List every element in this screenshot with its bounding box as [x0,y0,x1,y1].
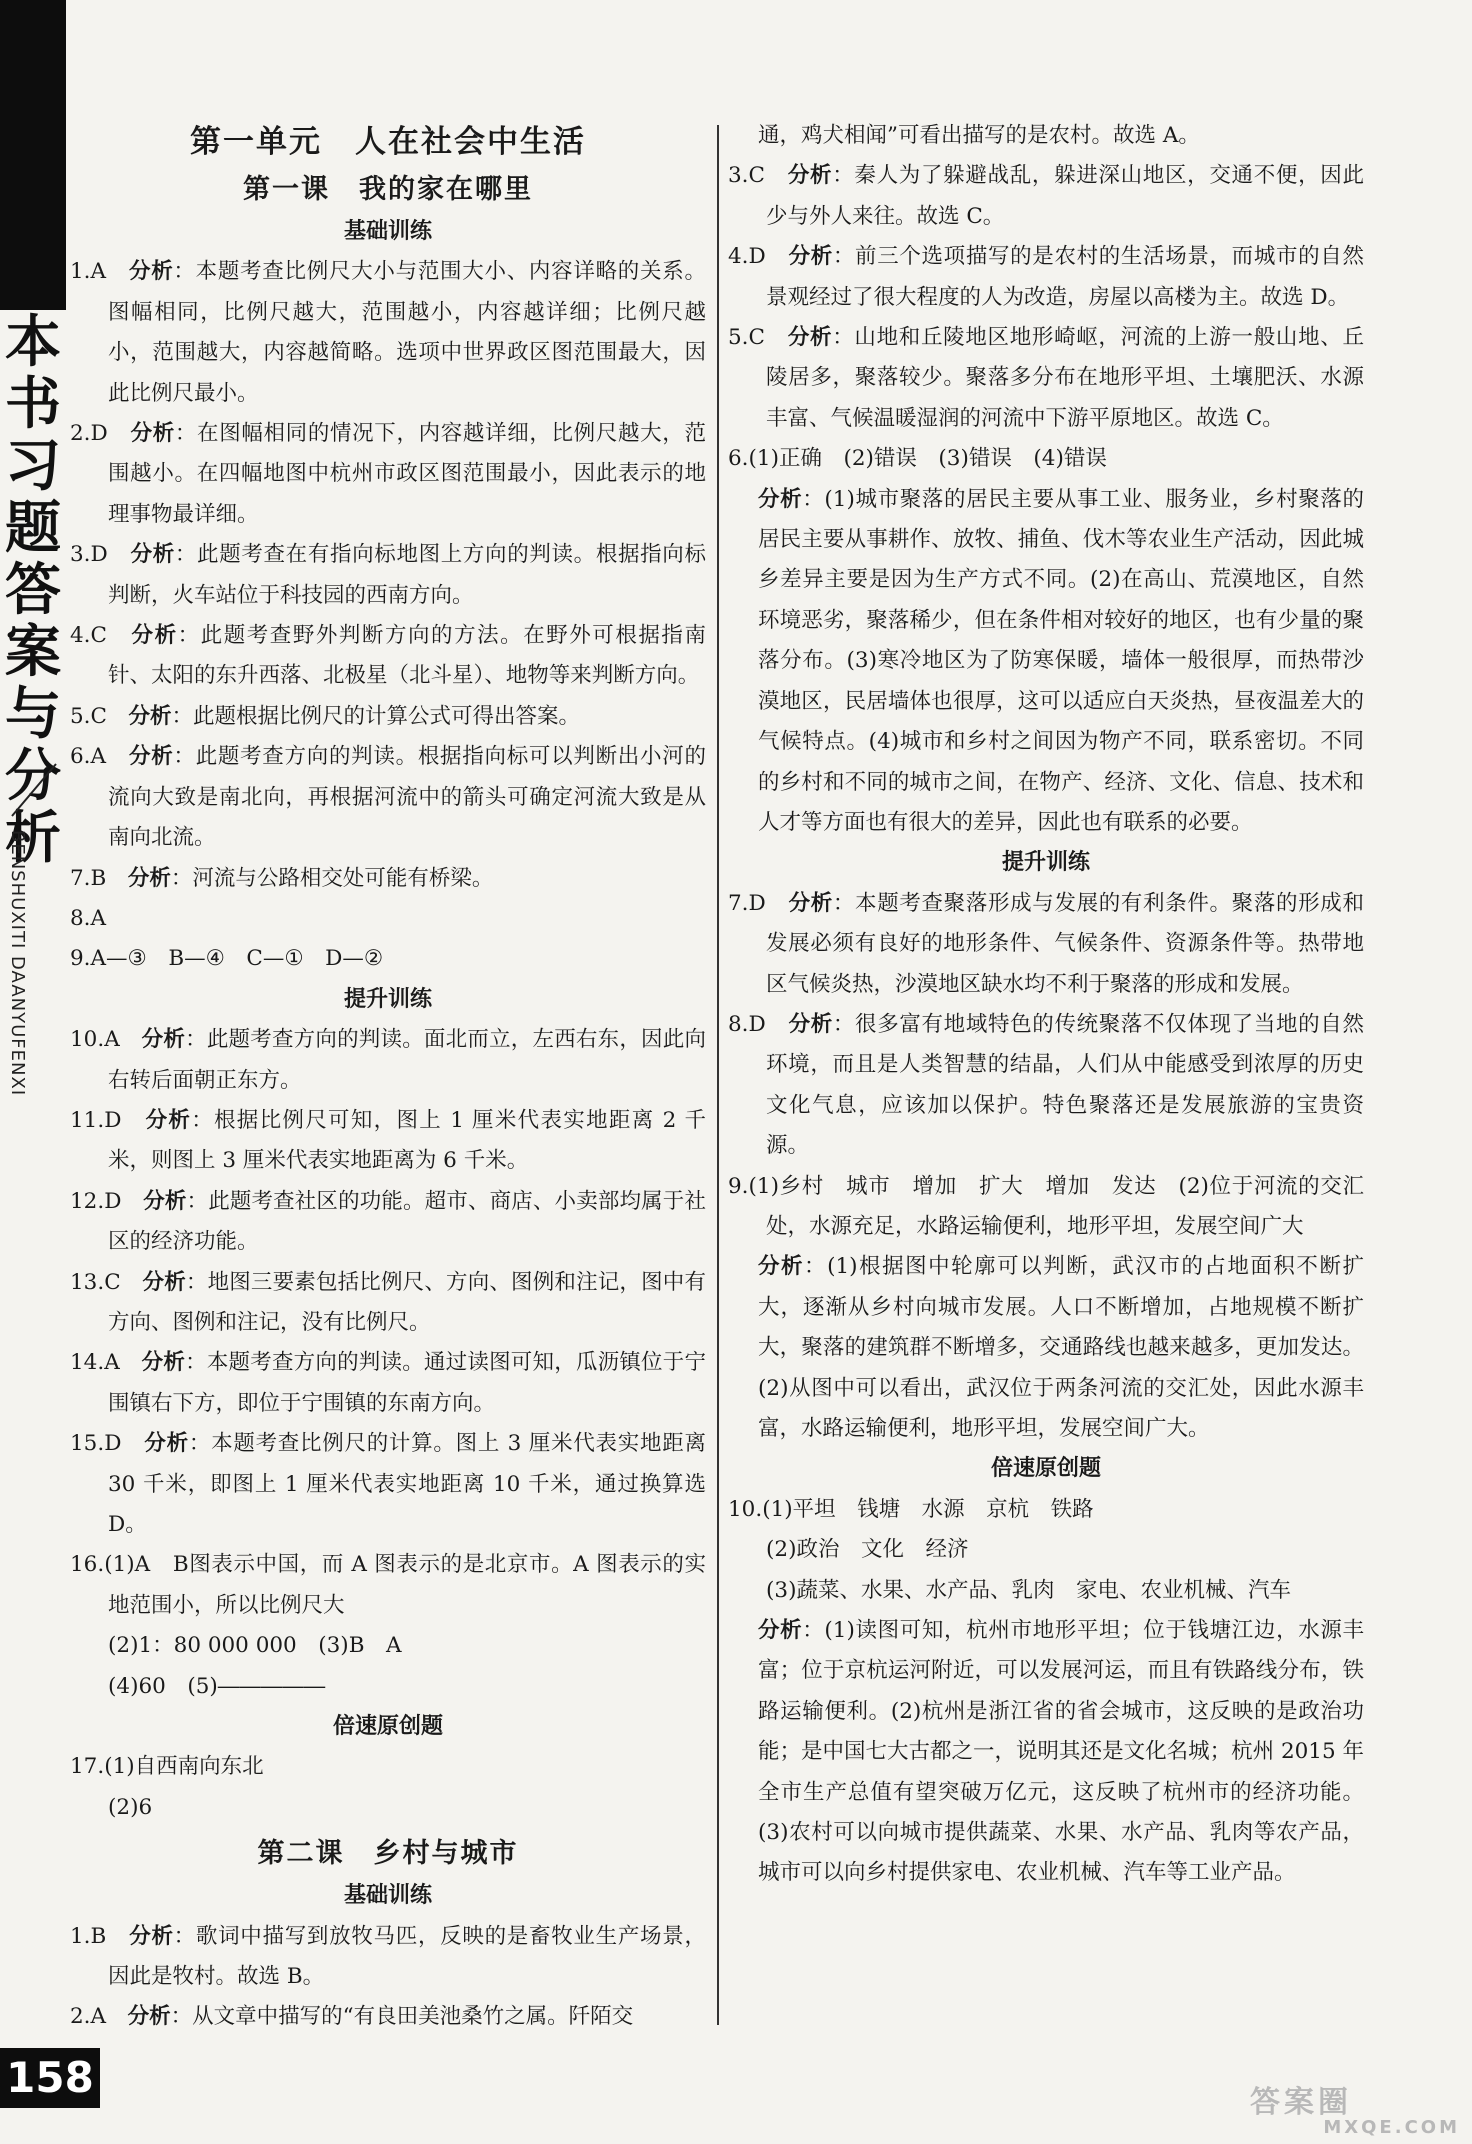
answer-item: 7.B 分析：河流与公路相交处可能有桥梁。 [70,865,494,891]
answer-item: 14.A 分析：本题考查方向的判读。通过读图可知，瓜沥镇位于宁围镇右下方，即位于宁围镇的东南方向。 [70,1350,706,1416]
analysis-text: 此题考查社区的功能。超市、商店、小卖部均属于社区的经济功能。 [108,1188,706,1255]
analysis-label: 分析 [127,865,171,891]
lesson-title: 第一课 我的家在哪里 [243,174,533,205]
answer-number: 4.C [70,623,107,649]
analysis-text: 歌词中描写到放牧马匹，反映的是畜牧业生产场景，因此是牧村。故选 B。 [108,1923,706,1990]
analysis-text: 前三个选项描写的是农村的生活场景，而城市的自然景观经过了很大程度的人为改造，房屋以高楼为主。故选 D。 [766,244,1364,310]
analysis-text: 此题根据比例尺的计算公式可得出答案。 [193,703,581,729]
sidebar-title-char: 习 [5,434,61,499]
answer-item: 4.C 分析：此题考查野外判断方向的方法。在野外可根据指南针、太阳的东升西落、北极星（北斗星）、地物等来判断方向。 [70,623,706,689]
answer-number: 7.B [70,865,107,891]
answer-item: 1.A 分析：本题考查比例尺大小与范围大小、内容详略的关系。图幅相同，比例尺越大，范围越小，内容越详细；比例尺越小，范围越大，内容越简略。选项中世界政区图范围最大，因此比例尺最小。 [70,259,706,406]
analysis-text: 根据比例尺可知，图上 1 厘米代表实地距离 2 千米，则图上 3 厘米代表实地距离为 6 千米。 [108,1107,706,1174]
analysis-text: 河流与公路相交处可能有桥梁。 [192,865,494,891]
section-title: 倍速原创题 [332,1714,443,1740]
answer-item: 10.(1)平坦 钱塘 水源 京杭 铁路 [728,1496,1094,1522]
section-title: 提升训练 [1001,850,1090,876]
answer-item: 2.D 分析：在图幅相同的情况下，内容越详细，比例尺越大，范围越小。在四幅地图中杭州市政区图范围最小，因此表示的地理事物最详细。 [70,421,706,527]
answer-number: 12.D [70,1188,122,1214]
analysis-label: 分析 [141,1027,186,1053]
answer-item: 3.D 分析：此题考查在有指向标地图上方向的判读。根据指向标判断，火车站位于科技园的西南方向。 [70,542,706,608]
analysis-label: 分析 [131,623,178,649]
answer-list-basic2 [70,1917,706,2038]
answer-continuation: 通，鸡犬相闻”可看出描写的是农村。故选 A。 [758,123,1200,148]
answer-number: 4.D [728,244,766,270]
analysis-label: 分析 [145,1107,192,1133]
answer-analysis: 分析：(1)根据图中轮廓可以判断，武汉市的占地面积不断扩大，逐渐从乡村向城市发展。人口不断增加，占地规模不断扩大，聚落的建筑群不断增多，交通路线也越来越多，更加发达。(2)从图中可以看出，武汉位于两条河流的交汇处，因此水源丰富，水路运输便利，地形平坦，发展空间广大。 [758,1254,1364,1441]
answer-number: 6.A [70,744,107,770]
sidebar-title-char: 本 [5,310,61,375]
analysis-label: 分析 [130,421,175,447]
answer-item: 13.C 分析：地图三要素包括比例尺、方向、图例和注记，图中有方向、图例和注记，没有比例尺。 [70,1269,706,1335]
sidebar-title-char: 答 [5,558,61,623]
answer-item: 11.D 分析：根据比例尺可知，图上 1 厘米代表实地距离 2 千米，则图上 3 厘米代表实地距离为 6 千米。 [70,1107,706,1174]
answer-list-improve [70,1020,706,1626]
answer-item: 15.D 分析：本题考查比例尺的计算。图上 3 厘米代表实地距离 30 千米，即图上 1 厘米代表实地距离 10 千米，通过换算选 D。 [70,1431,706,1537]
answer-item: 2.A 分析：从文章中描写的“有良田美池桑竹之属。阡陌交 [70,2004,634,2030]
analysis-label: 分析 [788,244,833,270]
answer-list-basic [70,252,706,979]
answer-item: 10.A 分析：此题考查方向的判读。面北而立，左西右东，因此向右转后面朝正东方。 [70,1027,706,1093]
answer-continuation: (2)政治 文化 经济 [766,1537,969,1563]
sidebar-title-char: 案 [5,620,61,685]
answer-item: 4.D 分析：前三个选项描写的是农村的生活场景，而城市的自然景观经过了很大程度的人为改造，房屋以高楼为主。故选 D。 [728,244,1364,310]
analysis-text: 本题考查聚落形成与发展的有利条件。聚落的形成和发展必须有良好的地形条件、气候条件、资源条件等。热带地区气候炎热，沙漠地区缺水均不利于聚落的形成和发展。 [766,890,1364,997]
analysis-label: 分析 [758,1618,803,1644]
analysis-text: 本题考查比例尺大小与范围大小、内容详略的关系。图幅相同，比例尺越大，范围越小，内容越详细；比例尺越小，范围越大，内容越简略。选项中世界政区图范围最大，因此比例尺最小。 [108,259,706,406]
answer-item [70,899,706,939]
analysis-label: 分析 [787,325,833,351]
answer-item: 3.C 分析：秦人为了躲避战乱，躲进深山地区，交通不便，因此少与外人来往。故选 C。 [728,163,1364,229]
analysis-text: (1)根据图中轮廓可以判断，武汉市的占地面积不断扩大，逐渐从乡村向城市发展。人口不断增加，占地规模不断扩大，聚落的建筑群不断增多，交通路线也越来越多，更加发达。(2)从图中可以看出，武汉位于两条河流的交汇处，因此水源丰富，水路运输便利，地形平坦，发展空间广大。 [758,1254,1364,1441]
answer-number: 2.A [70,2004,107,2030]
analysis-text: 本题考查比例尺的计算。图上 3 厘米代表实地距离 30 千米，即图上 1 厘米代表实地距离 10 千米，通过换算选 D。 [108,1431,706,1537]
answer-number: 11.D [70,1107,122,1133]
analysis-label: 分析 [758,486,803,512]
answer-item: 6.A 分析：此题考查方向的判读。根据指向标可以判断出小河的流向大致是南北向，再根据河流中的箭头可确定河流大致是从南向北流。 [70,744,706,851]
answer-number: 5.C [70,703,107,729]
analysis-text: 在图幅相同的情况下，内容越详细，比例尺越大，范围越小。在四幅地图中杭州市政区图范围最小，因此表示的地理事物最详细。 [108,421,706,527]
answer-continuation: (2)1：80 000 000 (3)B A [108,1633,402,1659]
answer-number: 14.A [70,1350,120,1376]
analysis-text: (1)读图可知，杭州市地形平坦；位于钱塘江边，水源丰富；位于京杭运河附近，可以发展河运，而且有铁路线分布，铁路运输便利。(2)杭州是浙江省的省会城市，这反映的是政治功能；是中国七大古都之一，说明其还是文化名城；杭州 2015 年全市生产总值有望突破万亿元，这反映了杭州市的经济功能。(3)农村可以向城市提供蔬菜、水果、水产品、乳肉等农产品，城市可以向乡村提供家电、农业机械、汽车等工业产品。 [758,1618,1364,1886]
analysis-label: 分析 [758,1254,805,1280]
analysis-text: 地图三要素包括比例尺、方向、图例和注记，图中有方向、图例和注记，没有比例尺。 [108,1269,706,1335]
analysis-label: 分析 [129,1923,174,1949]
answer-continuation: (3)蔬菜、水果、水产品、乳肉 家电、农业机械、汽车 [766,1577,1291,1603]
answer-number: 9.A—③ B—④ C—① D—② [70,946,384,972]
answer-list-b [728,884,1364,1167]
answer-analysis: 分析：(1)城市聚落的居民主要从事工业、服务业，乡村聚落的居民主要从事耕作、放牧、捕鱼、伐木等农业生产活动，因此城乡差异主要是因为生产方式不同。(2)在高山、荒漠地区，自然环境恶劣，聚落稀少，但在条件相对较好的地区，也有少量的聚落分布。(3)寒冷地区为了防寒保暖，墙体一般很厚，而热带沙漠地区，民居墙体也很厚，这可以适应白天炎热，昼夜温差大的气候特点。(4)城市和乡村之间因为物产不同，联系密切。不同的乡村和不同的城市之间，在物产、经济、文化、信息、技术和人才等方面也有很大的差异，因此也有联系的必要。 [758,486,1364,835]
analysis-text: 此题考查野外判断方向的方法。在野外可根据指南针、太阳的东升西落、北极星（北斗星）、地物等来判断方向。 [108,623,706,689]
answer-item [70,1545,706,1626]
analysis-label: 分析 [143,1188,187,1214]
answer-item: 6.(1)正确 (2)错误 (3)错误 (4)错误 [728,446,1107,472]
answer-analysis: 分析：(1)读图可知，杭州市地形平坦；位于钱塘江边，水源丰富；位于京杭运河附近，可以发展河运，而且有铁路线分布，铁路运输便利。(2)杭州是浙江省的省会城市，这反映的是政治功能；是中国七大古都之一，说明其还是文化名城；杭州 2015 年全市生产总值有望突破万亿元，这反映了杭州市的经济功能。(3)农村可以向城市提供蔬菜、水果、水产品、乳肉等农产品，城市可以向乡村提供家电、农业机械、汽车等工业产品。 [758,1618,1364,1886]
answer-item: 8.D 分析：很多富有地域特色的传统聚落不仅体现了当地的自然环境，而且是人类智慧的结晶，人们从中能感受到浓厚的历史文化气息，应该加以保护。特色聚落还是发展旅游的宝贵资源。 [728,1011,1364,1159]
right-column [728,116,1364,1894]
answer-number: 15.D [70,1431,122,1457]
sidebar-title-char: 分 [5,744,61,809]
analysis-label: 分析 [141,1350,186,1376]
sidebar-title-char: 与 [5,682,61,747]
page-number: 158 [0,2048,100,2108]
analysis-label: 分析 [142,1269,186,1295]
answer-number: 3.C [728,163,765,189]
analysis-label: 分析 [130,542,175,568]
watermark [1250,2085,1460,2140]
answer-item: 5.C 分析：山地和丘陵地区地形崎岖，河流的上游一般山地、丘陵居多，聚落较少。聚落多分布在地形平坦、土壤肥沃、水源丰富、气候温暖湿润的河流中下游平原地区。故选 C。 [728,325,1364,431]
answer-item: 12.D 分析：此题考查社区的功能。超市、商店、小卖部均属于社区的经济功能。 [70,1188,706,1255]
watermark-line1: 答案圈 [1250,2085,1352,2120]
analysis-text: 此题考查在有指向标地图上方向的判读。根据指向标判断，火车站位于科技园的西南方向。 [108,542,706,608]
answer-list-a [728,156,1364,439]
answer-number: 1.B [70,1923,107,1949]
section-title: 倍速原创题 [990,1456,1101,1482]
answer-number: 2.D [70,421,108,447]
sidebar-slash-decoration [6,760,62,820]
answer-number: 10.A [70,1027,120,1053]
analysis-text: (1)A B图表示中国，而 A 图表示的是北京市。A 图表示的实地范围小，所以比例尺大 [104,1552,706,1618]
analysis-label: 分析 [128,744,174,770]
answer-item [70,939,706,979]
analysis-text: 从文章中描写的“有良田美池桑竹之属。阡陌交 [192,2004,634,2030]
analysis-label: 分析 [788,890,833,916]
analysis-text: 此题考查方向的判读。面北而立，左西右东，因此向右转后面朝正东方。 [108,1027,706,1093]
left-column [70,116,706,2038]
lesson-title: 第二课 乡村与城市 [257,1838,519,1870]
analysis-label: 分析 [127,2004,171,2030]
section-title: 提升训练 [343,986,432,1012]
answer-item: 7.D 分析：本题考查聚落形成与发展的有利条件。聚落的形成和发展必须有良好的地形条件、气候条件、资源条件等。热带地区气候炎热，沙漠地区缺水均不利于聚落的形成和发展。 [728,890,1364,997]
answer-number: 7.D [728,890,766,916]
answer-number: 3.D [70,542,108,568]
analysis-label: 分析 [128,259,174,285]
analysis-text: 山地和丘陵地区地形崎岖，河流的上游一般山地、丘陵居多，聚落较少。聚落多分布在地形平坦、土壤肥沃、水源丰富、气候温暖湿润的河流中下游平原地区。故选 C。 [766,325,1364,431]
section-title: 基础训练 [343,219,432,244]
analysis-label: 分析 [787,163,833,189]
answer-item: 1.B 分析：歌词中描写到放牧马匹，反映的是畜牧业生产场景，因此是牧村。故选 B。 [70,1923,706,1990]
answer-number: 5.C [728,325,765,351]
sidebar-black-block [0,0,66,310]
answer-number: 13.C [70,1269,121,1295]
sidebar-title-char: 书 [5,372,61,437]
sidebar-title-char: 析 [5,806,61,871]
unit-title: 第一单元 人在社会中生活 [190,124,586,160]
answer-item: 5.C 分析：此题根据比例尺的计算公式可得出答案。 [70,703,581,729]
answer-number: 8.D [728,1011,766,1037]
analysis-label: 分析 [144,1431,189,1457]
sidebar-title-char: 题 [5,496,61,561]
answer-number: 1.A [70,259,107,285]
analysis-label: 分析 [128,703,172,729]
sidebar-pinyin: BENSHUXITI DAANYUFENXI [7,830,28,1097]
analysis-text: 此题考查方向的判读。根据指向标可以判断出小河的流向大致是南北向，再根据河流中的箭头可确定河流大致是从南向北流。 [108,744,706,851]
analysis-text: 很多富有地域特色的传统聚落不仅体现了当地的自然环境，而且是人类智慧的结晶，人们从中能感受到浓厚的历史文化气息，应该加以保护。特色聚落还是发展旅游的宝贵资源。 [766,1011,1364,1159]
analysis-text: (1)城市聚落的居民主要从事工业、服务业，乡村聚落的居民主要从事耕作、放牧、捕鱼、伐木等农业生产活动，因此城乡差异主要是因为生产方式不同。(2)在高山、荒漠地区，自然环境恶劣，聚落稀少，但在条件相对较好的地区，也有少量的聚落分布。(3)寒冷地区为了防寒保暖，墙体一般很厚，而热带沙漠地区，民居墙体也很厚，这可以适应白天炎热，昼夜温差大的气候特点。(4)城市和乡村之间因为物产不同，联系密切。不同的乡村和不同的城市之间，在物产、经济、文化、信息、技术和人才等方面也有很大的差异，因此也有联系的必要。 [758,486,1364,835]
column-divider [717,125,719,2025]
answer-number: 16. [70,1552,105,1578]
analysis-label: 分析 [788,1011,833,1037]
watermark-line2: MXQE.COM [1323,2117,1460,2138]
answer-item: 9.(1)乡村 城市 增加 扩大 增加 发达 (2)位于河流的交汇处，水源充足，水路运输便利，地形平坦，发展空间广大 [728,1173,1364,1239]
section-title: 基础训练 [343,1883,432,1909]
answer-item: 17.(1)自西南向东北 [70,1754,264,1780]
answer-number: 8.A [70,905,107,931]
answer-continuation: (4)60 (5)――――― [108,1673,326,1699]
answer-continuation: (2)6 [108,1794,153,1820]
analysis-text: 本题考查方向的判读。通过读图可知，瓜沥镇位于宁围镇右下方，即位于宁围镇的东南方向。 [108,1350,706,1416]
sidebar [0,0,66,2144]
analysis-text: 秦人为了躲避战乱，躲进深山地区，交通不便，因此少与外人来往。故选 C。 [766,163,1364,229]
